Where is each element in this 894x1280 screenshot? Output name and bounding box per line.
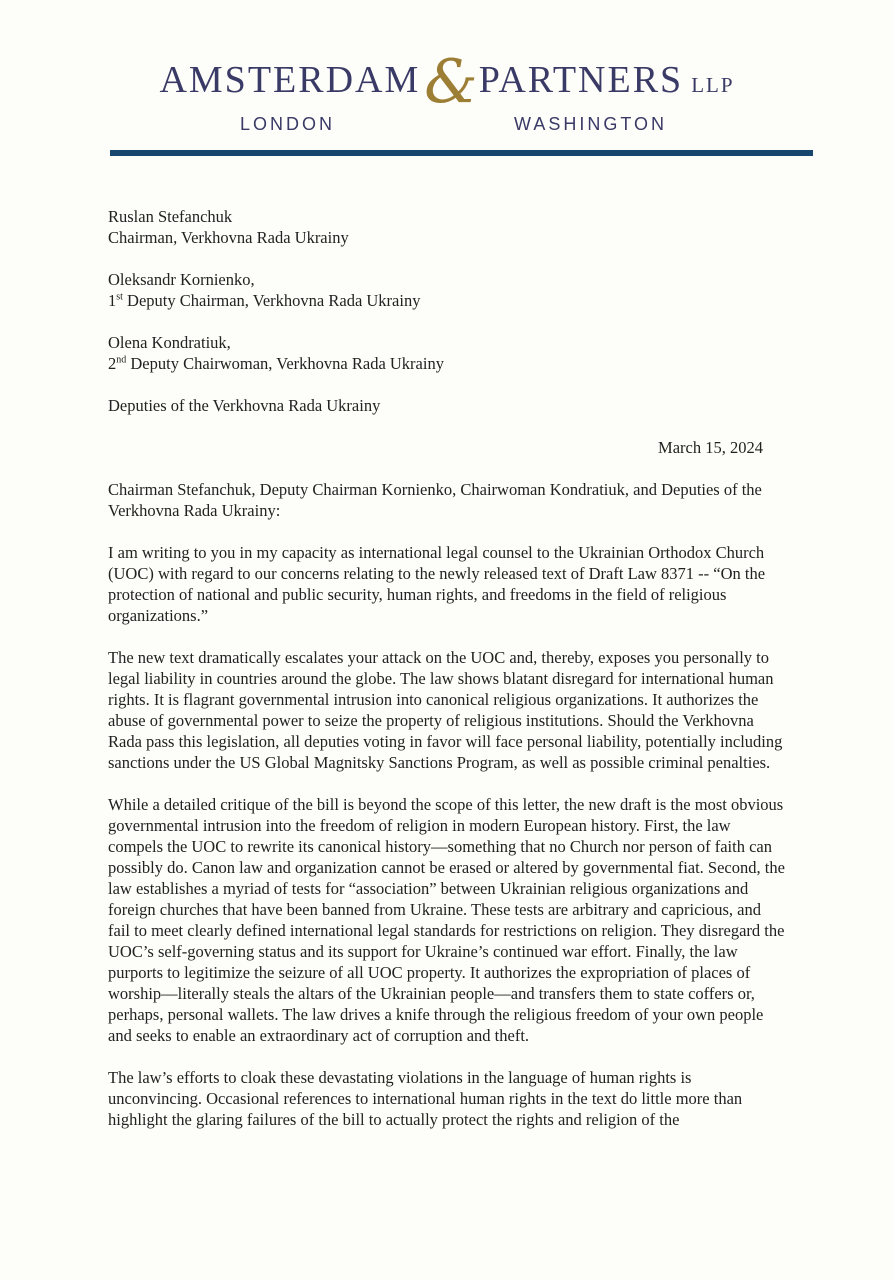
recipient-block-3 — [108, 332, 785, 374]
recipient-title — [108, 290, 785, 311]
paragraph-1: I am writing to you in my capacity as international legal counsel to the Ukrainian Orthodox Church (UOC) with regard to our concerns relating to the newly released text of Draft Law 8371 -- “On the protection of national and public security, human rights, and freedoms in the field of religious organizations.” — [108, 543, 766, 625]
office-london: LONDON — [240, 114, 336, 134]
paragraph-4: The law’s efforts to cloak these devastating violations in the language of human rights is unconvincing. Occasional references to international human rights in the text do little more than highlight the glaring failures of the bill to actually protect the rights and religion of the — [108, 1068, 743, 1129]
recipient-title-text: Chairman, Verkhovna Rada Ukrainy — [108, 228, 349, 247]
letterhead-divider — [110, 150, 813, 156]
recipient-collective-line: Deputies of the Verkhovna Rada Ukrainy — [108, 396, 381, 415]
office-locations — [0, 114, 894, 138]
recipient-name: Olena Kondratiuk, — [108, 333, 231, 352]
letter-body — [108, 206, 785, 1130]
office-washington: WASHINGTON — [514, 114, 668, 134]
letter-date: March 15, 2024 — [658, 438, 763, 457]
ampersand-logo-glyph: & — [424, 47, 478, 117]
firm-name-right: PARTNERS — [478, 59, 684, 101]
recipient-title-text: Deputy Chairman, Verkhovna Rada Ukrainy — [122, 291, 421, 310]
paragraph-3: While a detailed critique of the bill is beyond the scope of this letter, the new draft is the most obvious governmental intrusion into the freedom of religion in modern European history. First, the law compels the UOC to rewrite its canonical history—something that no Church nor person of faith can possibly do. Canon law and organization cannot be erased or altered by governmental fiat. Second, the law establishes a myriad of tests for “association” between Ukrainian religious organizations and foreign churches that have been banned from Ukraine. These tests are arbitrary and capricious, and fail to meet clearly defined international legal standards for restrictions on religion. They disregard the UOC’s self-governing status and its support for Ukraine’s continued war effort. Finally, the law purports to legitimize the seizure of all UOC property. It authorizes the expropriation of places of worship—literally steals the altars of the Ukrainian people—and transfers them to state coffers or, perhaps, personal wallets. The law drives a knife through the religious freedom of your own people and seeks to enable an extraordinary act of corruption and theft. — [108, 795, 785, 1045]
ordinal-suffix: st — [116, 291, 123, 303]
recipient-title — [108, 227, 785, 248]
recipient-block-2 — [108, 269, 785, 311]
recipient-title — [108, 353, 785, 374]
recipient-block-1 — [108, 206, 785, 248]
recipient-name: Ruslan Stefanchuk — [108, 207, 233, 226]
ordinal-suffix: nd — [116, 354, 127, 366]
paragraph-2: The new text dramatically escalates your attack on the UOC and, thereby, exposes you personally to legal liability in countries around the globe. The law shows blatant disregard for international human rights. It is flagrant governmental intrusion into canonical religious organizations. It authorizes the abuse of governmental power to seize the property of religious institutions. Should the Verkhovna Rada pass this legislation, all deputies voting in favor will face personal liability, potentially including sanctions under the US Global Magnitsky Sanctions Program, as well as possible criminal penalties. — [108, 648, 783, 772]
firm-suffix: LLP — [691, 73, 735, 97]
letterhead — [0, 0, 894, 156]
salutation: Chairman Stefanchuk, Deputy Chairman Kornienko, Chairwoman Kondratiuk, and Deputies of the Verkhovna Rada Ukrainy: — [108, 480, 762, 520]
ordinal-number: 2 — [108, 354, 117, 373]
recipient-title-text: Deputy Chairwoman, Verkhovna Rada Ukrainy — [126, 354, 444, 373]
firm-name-left: AMSTERDAM — [159, 59, 421, 101]
ordinal-number: 1 — [108, 291, 117, 310]
firm-logo — [0, 47, 894, 117]
recipient-name: Oleksandr Kornienko, — [108, 270, 255, 289]
